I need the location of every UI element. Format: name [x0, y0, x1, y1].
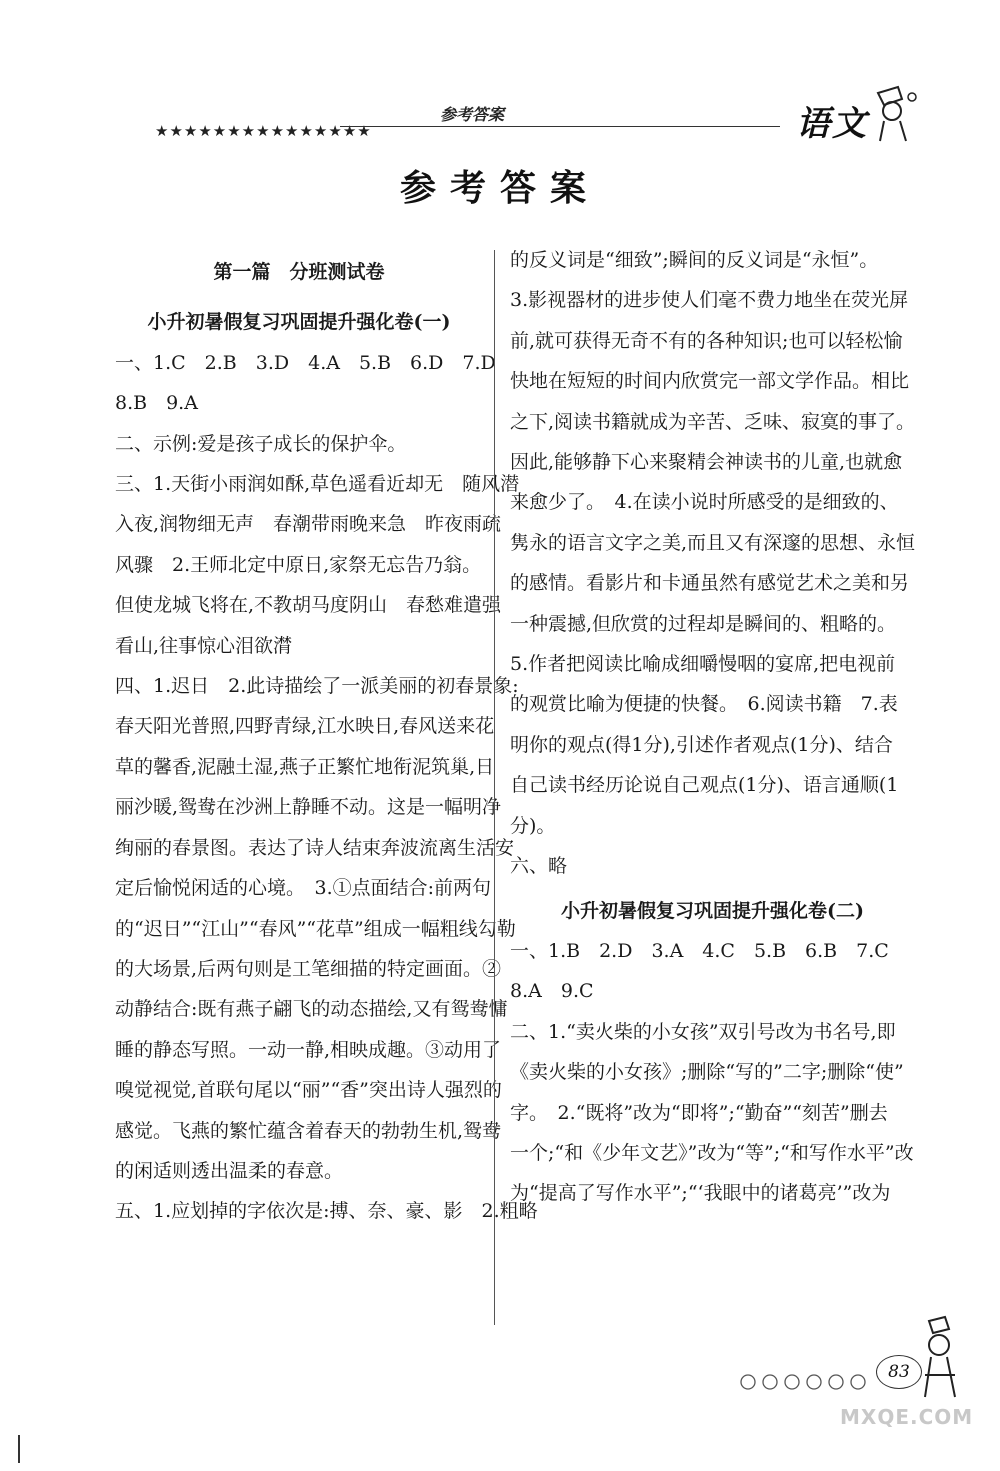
left-line: 二、示例:爱是孩子成长的保护伞。	[115, 432, 407, 455]
subject-logo-text: 语文	[796, 104, 868, 144]
left-line: 草的馨香,泥融土湿,燕子正繁忙地衔泥筑巢,日	[115, 755, 495, 778]
right-line: 字。 2.“既将”改为“即将”;“勤奋”“刻苦”删去	[510, 1101, 888, 1124]
watermark: MXQE.COM	[840, 1405, 974, 1429]
right-line: 快地在短短的时间内欣赏完一部文学作品。相比	[510, 370, 910, 393]
header-stars: ★★★★★★★★★★★★★★★	[155, 122, 372, 140]
left-line: 绚丽的春景图。表达了诗人结束奔波流离生活安	[115, 836, 515, 859]
right-line: 的观赏比喻为便捷的快餐。 6.阅读书籍 7.表	[510, 693, 898, 716]
page-title: 参考答案	[399, 167, 600, 209]
right-line: 《卖火柴的小女孩》;删除“写的”二字;删除“使”	[510, 1061, 904, 1084]
left-line: 入夜,润物细无声 春潮带雨晚来急 昨夜雨疏	[115, 513, 502, 536]
left-line: 睡的静态写照。一动一静,相映成趣。③动用了	[115, 1038, 502, 1061]
right-line: 8.A 9.C	[510, 980, 594, 1003]
right-line: 一、1.B 2.D 3.A 4.C 5.B 6.B 7.C	[510, 939, 889, 962]
right-line: 隽永的语言文字之美,而且又有深邃的思想、永恒	[510, 531, 916, 554]
right-column	[510, 240, 915, 1214]
left-line: 动静结合:既有燕子翩飞的动态描绘,又有鸳鸯慵	[115, 998, 508, 1021]
right-line: 自己读书经历论说自己观点(1分)、语言通顺(1	[510, 774, 899, 797]
left-line: 看山,往事惊心泪欲潸	[115, 634, 293, 657]
right-line: 六、略	[510, 855, 568, 878]
left-line: 但使龙城飞将在,不教胡马度阴山 春愁难遣强	[115, 594, 502, 617]
right-line: 二、1.“卖火柴的小女孩”双引号改为书名号,即	[510, 1020, 896, 1043]
left-line: 嗅觉视觉,首联句尾以“丽”“香”突出诗人强烈的	[115, 1079, 502, 1102]
left-line: 五、1.应划掉的字依次是:搏、奈、豪、影 2.粗略	[115, 1200, 538, 1223]
right-line: 来愈少了。 4.在读小说时所感受的是细致的、	[510, 491, 899, 514]
right-line: 的感情。看影片和卡通虽然有感觉艺术之美和另	[510, 572, 910, 595]
right-line: 因此,能够静下心来聚精会神读书的儿童,也就愈	[510, 451, 903, 474]
left-line: 一、1.C 2.B 3.D 4.A 5.B 6.D 7.D	[115, 351, 496, 374]
left-line: 的闲适则透出温柔的春意。	[115, 1159, 344, 1182]
pencil-figure-icon	[915, 1315, 965, 1405]
left-line: 感觉。飞燕的繁忙蕴含着春天的勃勃生机,鸳鸯	[115, 1119, 502, 1142]
right-line: 前,就可获得无奇不有的各种知识;也可以轻松愉	[510, 329, 903, 352]
right-line: 的反义词是“细致”;瞬间的反义词是“永恒”。	[510, 249, 879, 271]
left-line: 8.B 9.A	[115, 392, 198, 415]
left-line: 丽沙暖,鸳鸯在沙洲上静睡不动。这是一幅明净	[115, 796, 502, 819]
left-line: 春天阳光普照,四野青绿,江水映日,春风送来花	[115, 715, 495, 738]
right-heading: 小升初暑假复习巩固提升强化卷(二)	[561, 899, 864, 922]
left-heading: 小升初暑假复习巩固提升强化卷(一)	[147, 311, 451, 334]
header-rule	[340, 126, 780, 127]
header-label: 参考答案	[440, 105, 505, 124]
right-line: 一种震撼,但欣赏的过程却是瞬间的、粗略的。	[510, 612, 897, 635]
margin-mark	[18, 1435, 20, 1463]
page-number: 83	[876, 1355, 922, 1389]
left-section-title: 第一篇 分班测试卷	[213, 261, 385, 283]
decorative-circles-icon	[740, 1372, 880, 1392]
right-line: 明你的观点(得1分),引述作者观点(1分)、结合	[510, 733, 893, 756]
right-line: 5.作者把阅读比喻成细嚼慢咽的宴席,把电视前	[510, 653, 896, 676]
right-line: 一个;“和《少年文艺》”改为“等”;“和写作水平”改	[510, 1141, 914, 1164]
left-line: 三、1.天街小雨润如酥,草色遥看近却无 随风潜	[115, 473, 520, 496]
left-column	[115, 240, 538, 1232]
right-line: 之下,阅读书籍就成为辛苦、乏味、寂寞的事了。	[510, 410, 916, 433]
left-line: 风骤 2.王师北定中原日,家祭无忘告乃翁。	[115, 553, 482, 576]
left-line: 定后愉悦闲适的心境。 3.①点面结合:前两句	[115, 877, 492, 900]
right-line: 3.影视器材的进步使人们毫不费力地坐在荧光屏	[510, 289, 909, 312]
left-line: 的大场景,后两句则是工笔细描的特定画面。②	[115, 957, 502, 980]
left-line: 四、1.迟日 2.此诗描绘了一派美丽的初春景象:	[115, 675, 519, 698]
right-line: 分)。	[510, 814, 556, 837]
right-line: 为“提高了写作水平”;“‘我眼中的诸葛亮’”改为	[510, 1182, 891, 1205]
left-line: 的“迟日”“江山”“春风”“花草”组成一幅粗线勾勒	[115, 917, 516, 940]
column-divider	[494, 250, 495, 1325]
